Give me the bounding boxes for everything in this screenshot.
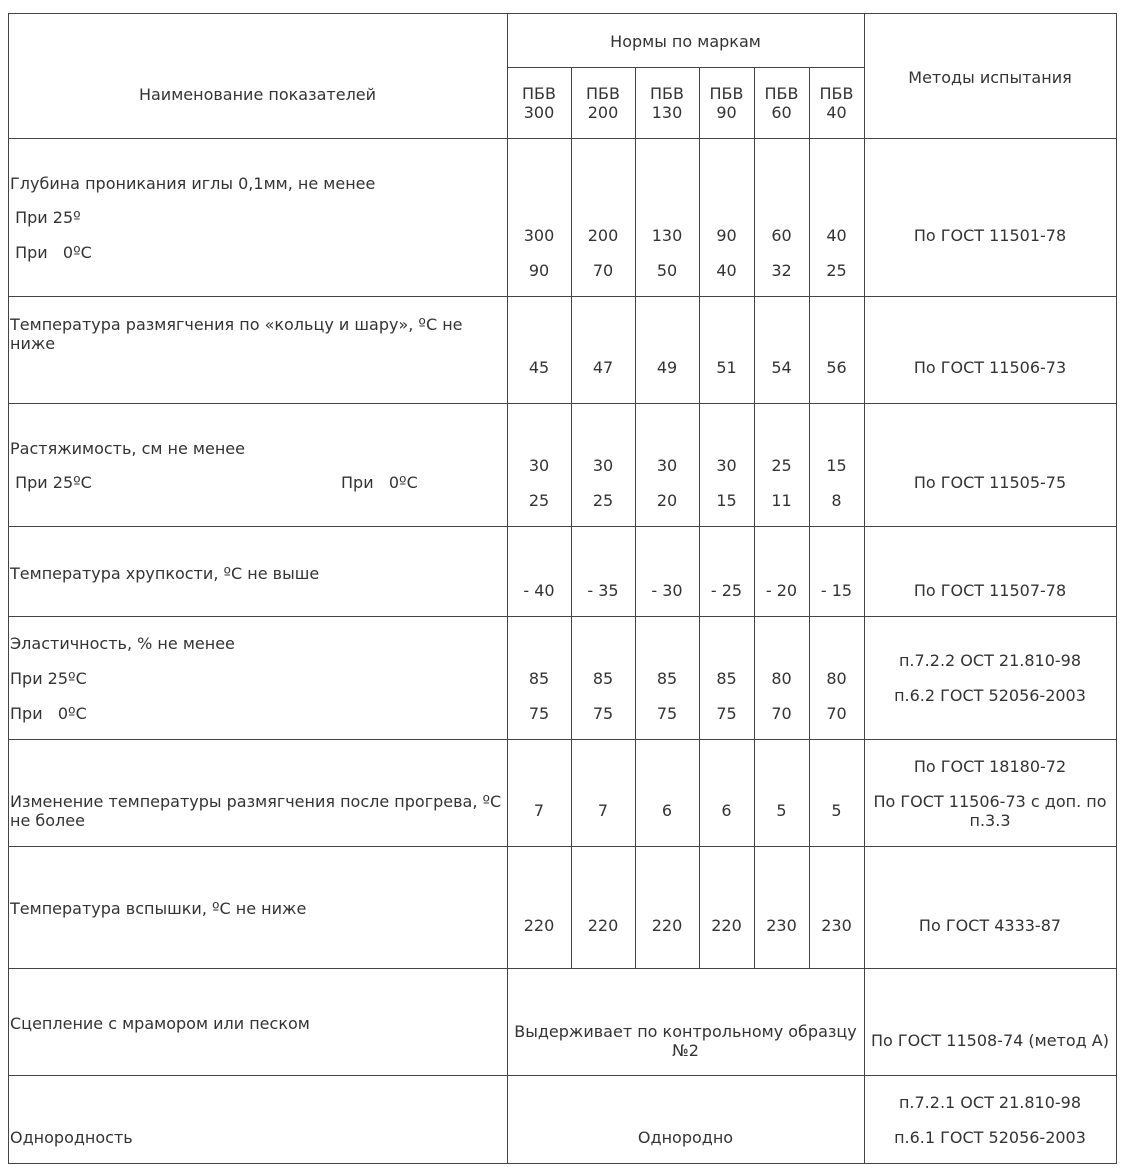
value-cell: - 25 bbox=[710, 581, 743, 600]
value-cell: 7 bbox=[597, 801, 609, 820]
method-cell: По ГОСТ 11501-78 bbox=[913, 226, 1067, 245]
row-divider bbox=[8, 968, 1117, 969]
value-cell: 70 bbox=[826, 704, 847, 723]
value-cell: 25 bbox=[592, 491, 614, 510]
value-cell: - 40 bbox=[523, 581, 555, 600]
value-cell: - 30 bbox=[651, 581, 683, 600]
value-cell: 25 bbox=[771, 456, 792, 475]
row-title: Температура размягчения по «кольцу и шару», ºС не ниже bbox=[10, 315, 463, 353]
grade-divider bbox=[571, 67, 572, 969]
value-cell: 6 bbox=[721, 801, 732, 820]
value-cell: 40 bbox=[716, 261, 737, 280]
row-divider bbox=[8, 1075, 1117, 1076]
row-title: Температура вспышки, ºС не ниже bbox=[10, 899, 307, 918]
row-title: Растяжимость, см не менее bbox=[10, 439, 245, 458]
value-cell: - 20 bbox=[765, 581, 798, 600]
value-cell: 75 bbox=[592, 704, 614, 723]
value-cell: 15 bbox=[716, 491, 737, 510]
method-cell: По ГОСТ 4333-87 bbox=[918, 916, 1062, 935]
value-cell: 200 bbox=[587, 226, 619, 245]
method-cell: п.6.2 ГОСТ 52056-2003 bbox=[894, 686, 1086, 705]
value-cell: 80 bbox=[826, 669, 847, 688]
value-cell: 8 bbox=[831, 491, 842, 510]
value-cell: - 15 bbox=[820, 581, 853, 600]
value-cell-merged: Однородно bbox=[637, 1128, 734, 1147]
row-subtitle: При 0ºС bbox=[341, 473, 418, 492]
method-cell: По ГОСТ 11505-75 bbox=[913, 473, 1067, 492]
value-cell: 75 bbox=[716, 704, 737, 723]
grade-header-2: ПБВ 200 bbox=[586, 84, 620, 122]
row-subtitle: При 25ºС bbox=[10, 473, 92, 492]
value-cell: 25 bbox=[826, 261, 847, 280]
row-divider bbox=[8, 138, 1117, 139]
row-divider bbox=[8, 526, 1117, 527]
row-subtitle: При 0ºС bbox=[10, 243, 92, 262]
value-cell: 80 bbox=[771, 669, 792, 688]
table-border-left bbox=[8, 13, 9, 1164]
row-subtitle: При 25ºС bbox=[10, 669, 87, 688]
value-cell: 30 bbox=[528, 456, 550, 475]
grade-header-3: ПБВ 130 bbox=[650, 84, 684, 122]
row-title: Изменение температуры размягчения после прогрева, ºС не более bbox=[10, 792, 502, 830]
value-cell: 85 bbox=[528, 669, 550, 688]
row-title: Однородность bbox=[10, 1128, 133, 1147]
method-cell: По ГОСТ 11507-78 bbox=[913, 581, 1067, 600]
grade-header-6: ПБВ 40 bbox=[819, 84, 854, 122]
value-cell: 5 bbox=[776, 801, 787, 820]
value-cell: 230 bbox=[766, 916, 797, 935]
value-cell: 230 bbox=[821, 916, 852, 935]
value-cell: 49 bbox=[656, 358, 678, 377]
value-cell: 30 bbox=[656, 456, 678, 475]
grade-divider bbox=[809, 67, 810, 969]
value-cell: 85 bbox=[592, 669, 614, 688]
row-divider bbox=[8, 403, 1117, 404]
value-cell: 220 bbox=[711, 916, 742, 935]
method-cell: п.6.1 ГОСТ 52056-2003 bbox=[894, 1128, 1086, 1147]
value-cell: 130 bbox=[651, 226, 683, 245]
method-cell: По ГОСТ 11506-73 с доп. по п.3.3 bbox=[873, 792, 1107, 830]
value-cell: 32 bbox=[771, 261, 792, 280]
table-border-right bbox=[1116, 13, 1117, 1164]
row-divider bbox=[8, 846, 1117, 847]
row-divider bbox=[8, 739, 1117, 740]
value-cell: 7 bbox=[533, 801, 545, 820]
value-cell: 85 bbox=[656, 669, 678, 688]
value-cell: 25 bbox=[528, 491, 550, 510]
row-title: Эластичность, % не менее bbox=[10, 634, 235, 653]
row-divider bbox=[8, 616, 1117, 617]
value-cell: 220 bbox=[587, 916, 619, 935]
row-title: Глубина проникания иглы 0,1мм, не менее bbox=[10, 174, 376, 193]
grade-header-1: ПБВ 300 bbox=[522, 84, 556, 122]
value-cell: 56 bbox=[826, 358, 847, 377]
row-subtitle: При 0ºС bbox=[10, 704, 87, 723]
value-cell: 51 bbox=[716, 358, 737, 377]
row-title: Сцепление с мрамором или песком bbox=[10, 1014, 310, 1033]
value-cell: 6 bbox=[661, 801, 673, 820]
value-cell: 300 bbox=[523, 226, 555, 245]
table-border-top bbox=[8, 13, 1117, 14]
value-cell: - 35 bbox=[587, 581, 619, 600]
method-cell: По ГОСТ 11506-73 bbox=[913, 358, 1067, 377]
table-border-bottom bbox=[8, 1163, 1117, 1164]
grade-divider bbox=[754, 67, 755, 969]
value-cell: 20 bbox=[656, 491, 678, 510]
value-cell-merged: Выдерживает по контрольному образцу №2 bbox=[514, 1022, 857, 1060]
value-cell: 90 bbox=[716, 226, 737, 245]
method-cell: По ГОСТ 11508-74 (метод А) bbox=[870, 1031, 1109, 1050]
value-cell: 11 bbox=[771, 491, 792, 510]
method-cell: По ГОСТ 18180-72 bbox=[913, 757, 1067, 776]
value-cell: 70 bbox=[771, 704, 792, 723]
grade-divider bbox=[635, 67, 636, 969]
value-cell: 30 bbox=[592, 456, 614, 475]
row-subtitle: При 25º bbox=[10, 208, 81, 227]
value-cell: 75 bbox=[656, 704, 678, 723]
grade-divider bbox=[699, 67, 700, 969]
grade-header-4: ПБВ 90 bbox=[709, 84, 744, 122]
method-cell: п.7.2.2 ОСТ 21.810-98 bbox=[898, 651, 1082, 670]
row-divider bbox=[8, 296, 1117, 297]
method-cell: п.7.2.1 ОСТ 21.810-98 bbox=[898, 1093, 1082, 1112]
value-cell: 70 bbox=[592, 261, 614, 280]
value-cell: 15 bbox=[826, 456, 847, 475]
value-cell: 60 bbox=[771, 226, 792, 245]
value-cell: 5 bbox=[831, 801, 842, 820]
row-title: Температура хрупкости, ºС не выше bbox=[10, 564, 320, 583]
value-cell: 50 bbox=[656, 261, 678, 280]
name-column-header: Наименование показателей bbox=[138, 85, 377, 104]
norms-divider bbox=[507, 67, 864, 68]
value-cell: 85 bbox=[716, 669, 737, 688]
value-cell: 30 bbox=[716, 456, 737, 475]
value-cell: 90 bbox=[528, 261, 550, 280]
value-cell: 40 bbox=[826, 226, 847, 245]
methods-header: Методы испытания bbox=[908, 68, 1072, 87]
value-cell: 45 bbox=[528, 358, 550, 377]
value-cell: 54 bbox=[771, 358, 792, 377]
value-cell: 75 bbox=[528, 704, 550, 723]
norms-header: Нормы по маркам bbox=[610, 32, 761, 51]
value-cell: 220 bbox=[523, 916, 555, 935]
value-cell: 220 bbox=[651, 916, 683, 935]
grade-header-5: ПБВ 60 bbox=[764, 84, 799, 122]
value-cell: 47 bbox=[592, 358, 614, 377]
